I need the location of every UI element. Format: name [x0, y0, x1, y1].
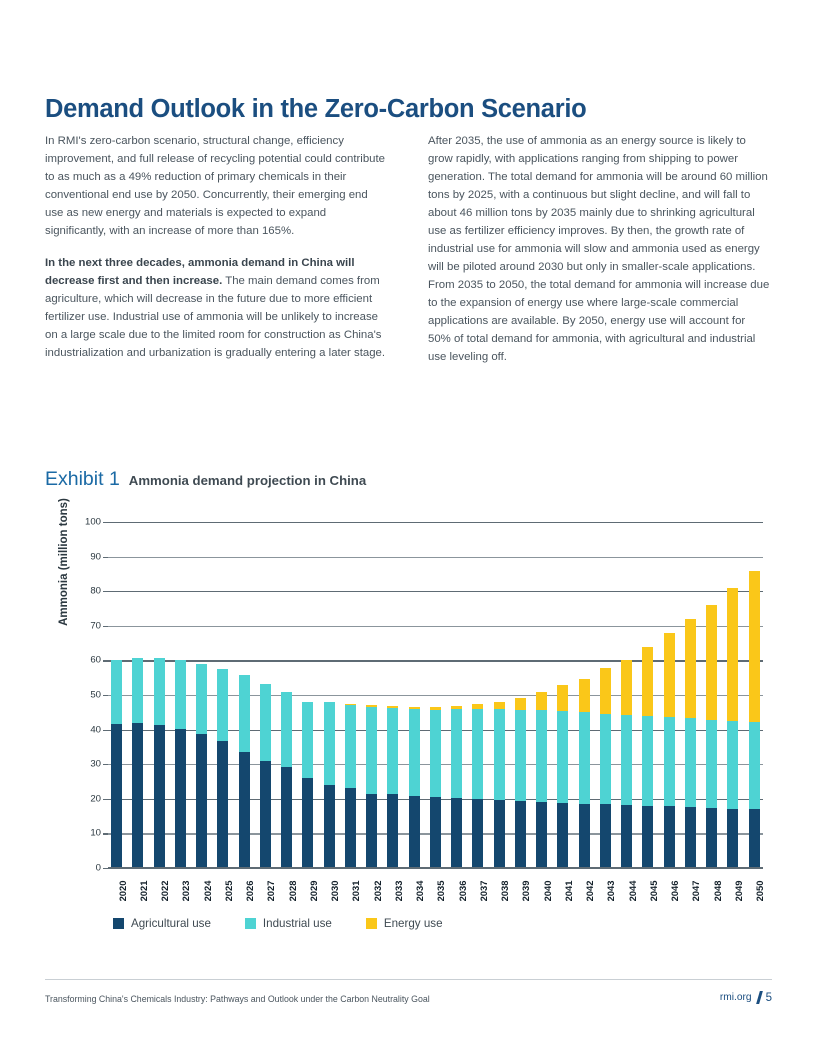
x-axis-label: [600, 874, 617, 918]
x-axis-label-text: 2048: [711, 880, 723, 902]
x-axis-label-text: 2022: [159, 880, 171, 902]
bar-segment: [175, 660, 186, 729]
bar-segment: [239, 675, 250, 752]
bar-segment: [345, 788, 356, 868]
chart-plot-area: [84, 516, 763, 874]
x-axis-label-text: 2050: [754, 880, 766, 902]
bar-stack: [642, 522, 653, 868]
y-axis-tick-label: 50: [90, 689, 101, 701]
x-axis-label: [132, 874, 149, 918]
bar-segment: [111, 660, 122, 724]
x-axis-label-text: 2044: [626, 880, 638, 902]
y-axis-tick-label: 90: [90, 551, 101, 563]
bar-segment: [536, 692, 547, 709]
bar-segment: [536, 802, 547, 868]
x-axis-label-text: 2025: [222, 880, 234, 902]
x-axis-label-text: 2042: [584, 880, 596, 902]
x-axis-label: [217, 874, 234, 918]
y-axis-tick-label: 40: [90, 724, 101, 736]
right-column: [428, 132, 771, 380]
bar-segment: [515, 801, 526, 868]
bar-segment: [132, 723, 143, 868]
bar-stack: [111, 522, 122, 868]
bar-stack: [621, 522, 632, 868]
bar-stack: [430, 522, 441, 868]
x-axis-label-text: 2028: [286, 880, 298, 902]
x-axis-label: [515, 874, 532, 918]
bar-segment: [494, 709, 505, 800]
bar-stack: [451, 522, 462, 868]
bar-stack: [281, 522, 292, 868]
bar-segment: [579, 679, 590, 712]
bar-segment: [494, 702, 505, 709]
x-axis-label-text: 2040: [541, 880, 553, 902]
x-axis-label: [536, 874, 553, 918]
x-axis-label-text: 2045: [647, 880, 659, 902]
chart-legend: [113, 917, 443, 930]
bar-segment: [302, 702, 313, 778]
y-axis-tick-label: 60: [90, 654, 101, 666]
bar-segment: [239, 752, 250, 868]
bar-segment: [557, 803, 568, 868]
bar-stack: [239, 522, 250, 868]
x-axis-label: [727, 874, 744, 918]
bar-series-group: [108, 522, 763, 868]
y-axis-tick-label: 100: [84, 516, 101, 528]
legend-label: Energy use: [383, 917, 443, 930]
bar-segment: [430, 797, 441, 868]
footer-text: Transforming China's Chemicals Industry: Pathways and Outlook under the Carbon Neutrality Goal: [45, 994, 430, 1004]
x-axis-label: [302, 874, 319, 918]
x-axis-label-text: 2037: [477, 880, 489, 902]
bar-segment: [175, 729, 186, 868]
bar-segment: [685, 807, 696, 868]
bar-stack: [706, 522, 717, 868]
x-axis-label-text: 2034: [414, 880, 426, 902]
y-axis-tick-label: 0: [95, 862, 101, 874]
bar-segment: [302, 778, 313, 868]
bar-stack: [387, 522, 398, 868]
bar-segment: [706, 720, 717, 808]
bar-segment: [472, 709, 483, 799]
x-axis-label: [196, 874, 213, 918]
bar-segment: [387, 794, 398, 868]
y-axis-tick-label: 30: [90, 758, 101, 770]
x-axis-label: [749, 874, 766, 918]
bar-segment: [621, 660, 632, 715]
bar-segment: [132, 658, 143, 723]
x-axis-label-text: 2049: [732, 880, 744, 902]
x-axis-label: [664, 874, 681, 918]
x-axis-label: [175, 874, 192, 918]
x-axis-label-text: 2038: [499, 880, 511, 902]
bar-stack: [345, 522, 356, 868]
y-axis-tick-label: 70: [90, 620, 101, 632]
bar-segment: [260, 761, 271, 868]
bar-stack: [600, 522, 611, 868]
legend-label: Industrial use: [262, 917, 332, 930]
bar-stack: [217, 522, 228, 868]
bar-segment: [557, 685, 568, 711]
bar-segment: [749, 809, 760, 868]
bar-segment: [281, 767, 292, 868]
bar-segment: [217, 741, 228, 868]
bar-segment: [387, 708, 398, 794]
x-axis-label: [642, 874, 659, 918]
x-axis-label: [111, 874, 128, 918]
x-axis-label-text: 2036: [456, 880, 468, 902]
bar-segment: [515, 710, 526, 802]
bar-segment: [409, 796, 420, 868]
paragraph-intro: In RMI's zero-carbon scenario, structural change, efficiency improvement, and full release of recycling potential could contribute to as much as a 49% reduction of primary chemicals in their conventional end use by 2050. Concurrently, their emerging end use as new energy and materials is expected to expand significantly, with an increase of more than 165%.: [45, 135, 386, 237]
bar-segment: [749, 722, 760, 809]
bar-segment: [727, 809, 738, 869]
x-axis-label-text: 2031: [350, 880, 362, 902]
legend-item[interactable]: [366, 917, 443, 930]
x-axis-label: [621, 874, 638, 918]
bar-stack: [154, 522, 165, 868]
bar-segment: [324, 785, 335, 868]
bar-stack: [727, 522, 738, 868]
bar-segment: [621, 805, 632, 868]
bar-segment: [345, 705, 356, 788]
bar-segment: [685, 619, 696, 718]
bar-segment: [515, 698, 526, 709]
exhibit-title: Ammonia demand projection in China: [128, 473, 367, 488]
bar-segment: [557, 711, 568, 803]
bar-stack: [557, 522, 568, 868]
y-axis-tick-label: 80: [90, 585, 101, 597]
bar-stack: [175, 522, 186, 868]
bar-segment: [196, 664, 207, 734]
bar-segment: [217, 669, 228, 741]
bar-segment: [749, 571, 760, 722]
bar-stack: [196, 522, 207, 868]
x-axis-label-text: 2035: [435, 880, 447, 902]
slash-icon: [756, 991, 763, 1004]
bar-segment: [366, 794, 377, 868]
y-axis-tick-label: 10: [90, 827, 101, 839]
x-axis-label-text: 2033: [392, 880, 404, 902]
x-axis-label-text: 2029: [307, 880, 319, 902]
bar-segment: [196, 734, 207, 868]
bar-stack: [302, 522, 313, 868]
bar-segment: [451, 709, 462, 798]
x-axis-label-text: 2021: [137, 880, 149, 902]
bar-segment: [664, 633, 675, 717]
x-axis-label: [324, 874, 341, 918]
bar-segment: [600, 668, 611, 714]
x-axis-label: [557, 874, 574, 918]
gridline: [108, 868, 763, 869]
bar-stack: [409, 522, 420, 868]
paragraph-lead-bold: In the next three decades, ammonia demand in China will decrease first and then increase.: [45, 257, 355, 287]
bar-segment: [600, 804, 611, 868]
bar-segment: [409, 709, 420, 796]
bar-stack: [664, 522, 675, 868]
bar-stack: [536, 522, 547, 868]
x-axis-label-text: 2046: [669, 880, 681, 902]
bar-segment: [685, 718, 696, 807]
x-axis-label: [387, 874, 404, 918]
legend-item[interactable]: [113, 917, 211, 930]
bar-segment: [154, 658, 165, 725]
x-axis-label: [685, 874, 702, 918]
footer-divider: [45, 979, 772, 980]
bar-stack: [579, 522, 590, 868]
bar-segment: [621, 715, 632, 805]
exhibit-header: [45, 468, 366, 491]
y-axis-tick-label: 20: [90, 793, 101, 805]
left-column: [45, 132, 388, 380]
bar-segment: [154, 725, 165, 868]
bar-segment: [642, 647, 653, 716]
bar-segment: [642, 716, 653, 806]
body-columns: [45, 132, 772, 380]
bar-segment: [727, 588, 738, 721]
x-axis-label-text: 2020: [116, 880, 128, 902]
paragraph-lead-rest: The main demand comes from agriculture, which will decrease in the future due to more efficient fertilizer use. Industrial use of ammonia will be unlikely to increase on a large scale due to the limited room for construction as China's industrialization and urbanization is gradually entering a later stage.: [45, 275, 386, 359]
footer-brand: [720, 991, 772, 1004]
footer-page-number: 5: [765, 991, 772, 1004]
bar-stack: [260, 522, 271, 868]
x-axis-label: [281, 874, 298, 918]
x-axis-label-text: 2047: [690, 880, 702, 902]
bar-stack: [324, 522, 335, 868]
bar-segment: [111, 724, 122, 868]
x-axis-label: [154, 874, 171, 918]
bar-stack: [515, 522, 526, 868]
legend-swatch-icon: [245, 918, 256, 929]
bar-segment: [600, 714, 611, 805]
page-title: Demand Outlook in the Zero-Carbon Scenario: [45, 95, 587, 124]
bar-segment: [664, 806, 675, 868]
x-axis-line: [108, 867, 763, 868]
bar-stack: [494, 522, 505, 868]
bar-stack: [685, 522, 696, 868]
bar-stack: [132, 522, 143, 868]
bar-segment: [430, 710, 441, 798]
bar-segment: [260, 684, 271, 761]
x-axis-label-text: 2024: [201, 880, 213, 902]
x-axis-label: [430, 874, 447, 918]
x-axis-label-text: 2026: [244, 880, 256, 902]
legend-item[interactable]: [245, 917, 332, 930]
x-axis-label: [706, 874, 723, 918]
x-axis-label: [494, 874, 511, 918]
bar-segment: [642, 806, 653, 868]
y-axis-tick-mark: [103, 868, 108, 869]
bar-segment: [366, 707, 377, 794]
x-axis-label-text: 2039: [520, 880, 532, 902]
legend-swatch-icon: [366, 918, 377, 929]
bar-segment: [579, 712, 590, 803]
paragraph-energy-outlook: After 2035, the use of ammonia as an energy source is likely to grow rapidly, with applications ranging from shipping to power generation. The total demand for ammonia will be around 60 million tons by 2025, with a continuous but slight decline, and will fall to about 46 million tons by 2035 mainly due to shrinking agricultural use as fertilizer efficiency improves. By then, the growth rate of industrial use for ammonia will slow and ammonia used as energy will be piloted around 2030 but only in smaller-scale applications. From 2035 to 2050, the total demand for ammonia will increase due to the expansion of energy use where large-scale commercial applications are available. By 2050, energy use will account for 50% of total demand for ammonia, with agricultural and industrial use leveling off.: [428, 135, 770, 363]
bar-segment: [664, 717, 675, 806]
bar-segment: [536, 710, 547, 803]
bar-segment: [451, 798, 462, 868]
bar-segment: [281, 692, 292, 767]
bar-segment: [579, 804, 590, 868]
x-axis-label: [451, 874, 468, 918]
x-axis-label: [409, 874, 426, 918]
bar-stack: [472, 522, 483, 868]
x-axis-label: [579, 874, 596, 918]
x-axis-label: [239, 874, 256, 918]
footer-brand-label: rmi.org: [719, 992, 752, 1003]
bar-segment: [706, 808, 717, 868]
legend-swatch-icon: [113, 918, 124, 929]
exhibit-label: Exhibit 1: [45, 468, 120, 490]
x-axis-labels: [108, 874, 766, 918]
x-axis-label: [260, 874, 277, 918]
bar-segment: [324, 702, 335, 785]
x-axis-label: [472, 874, 489, 918]
ammonia-demand-chart: [58, 498, 775, 912]
bar-segment: [472, 799, 483, 868]
x-axis-label-text: 2027: [265, 880, 277, 902]
x-axis-label: [366, 874, 383, 918]
y-axis-title: Ammonia (million tons): [58, 498, 70, 626]
x-axis-label-text: 2032: [371, 880, 383, 902]
bar-segment: [727, 721, 738, 809]
bar-stack: [366, 522, 377, 868]
bar-segment: [494, 800, 505, 868]
bar-segment: [706, 605, 717, 720]
x-axis-label: [345, 874, 362, 918]
x-axis-label-text: 2023: [180, 880, 192, 902]
x-axis-label-text: 2043: [605, 880, 617, 902]
paragraph-ammonia-trend: [45, 254, 388, 362]
x-axis-label-text: 2030: [329, 880, 341, 902]
bar-stack: [749, 522, 760, 868]
x-axis-label-text: 2041: [562, 880, 574, 902]
legend-label: Agricultural use: [131, 917, 211, 930]
